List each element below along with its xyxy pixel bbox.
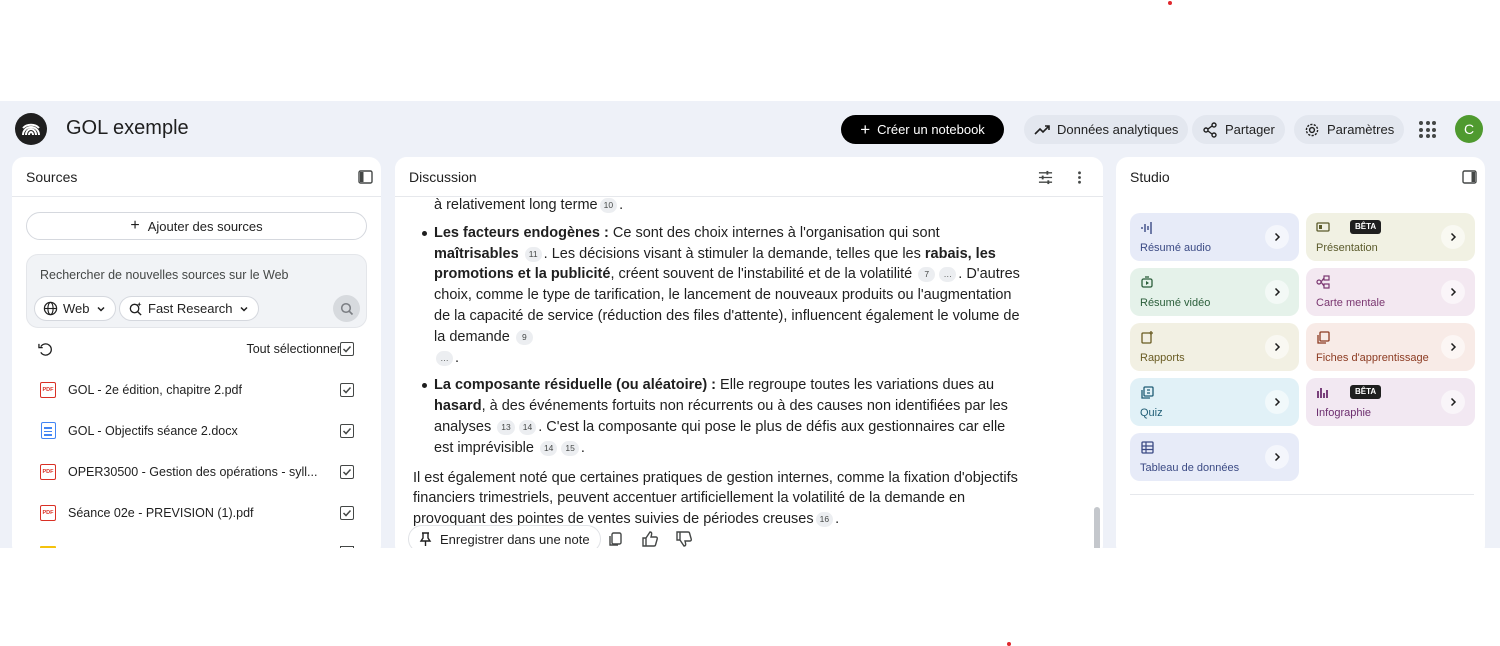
web-chip-label: Web xyxy=(63,301,90,316)
research-chip-label: Fast Research xyxy=(148,301,233,316)
studio-card-rapports[interactable] xyxy=(1130,323,1299,371)
studio-card-présentation[interactable] xyxy=(1306,213,1475,261)
studio-card-label: Résumé audio xyxy=(1140,242,1211,254)
sparkle-search-icon xyxy=(128,301,143,316)
bullet-residual: La composante résiduelle (ou aléatoire) : Elle regroupe toutes les variations dues au hasard, à des événements fortuits non récurrents ou à des causes non identifiées par les analyses 13 14 . C'est la composante qui pose le plus de défis aux gestionnaires car elle est imprévisible 14 15 . xyxy=(413,375,1025,458)
notebook-app xyxy=(0,101,1500,548)
studio-card-label: Fiches d'apprentissage xyxy=(1316,352,1429,364)
chevron-right-icon[interactable] xyxy=(1265,335,1289,359)
table-icon xyxy=(1140,440,1154,454)
settings-label: Paramètres xyxy=(1327,122,1395,137)
video-icon xyxy=(1140,275,1154,289)
audio-waveform-icon xyxy=(1140,220,1154,234)
share-icon xyxy=(1202,122,1218,138)
source-checkbox[interactable] xyxy=(340,383,354,397)
quiz-icon xyxy=(1140,385,1154,399)
citation-chip[interactable]: 13 xyxy=(497,420,514,435)
chevron-down-icon xyxy=(238,303,250,315)
red-dot-marker xyxy=(1007,642,1011,646)
source-item[interactable] xyxy=(26,379,367,401)
refresh-icon[interactable] xyxy=(38,342,53,357)
add-sources-button[interactable] xyxy=(26,212,367,240)
source-item-label: GOL - Objectifs séance 2.docx xyxy=(68,424,238,438)
sources-title: Sources xyxy=(26,169,78,185)
partial-checkbox xyxy=(340,546,354,548)
trending-up-icon xyxy=(1034,122,1050,138)
studio-card-carte-mentale[interactable] xyxy=(1306,268,1475,316)
studio-panel xyxy=(1116,157,1485,548)
studio-card-label: Quiz xyxy=(1140,407,1163,419)
studio-card-label: Présentation xyxy=(1316,242,1378,254)
add-sources-label: Ajouter des sources xyxy=(147,218,263,234)
studio-title: Studio xyxy=(1130,169,1170,185)
citation-more-chip[interactable]: … xyxy=(939,267,956,282)
sources-header xyxy=(12,157,381,197)
citation-chip[interactable]: 16 xyxy=(816,512,833,527)
chevron-right-icon[interactable] xyxy=(1441,335,1465,359)
bullet-endogenous: Les facteurs endogènes : Ce sont des choix internes à l'organisation qui sont maîtrisables 11 . Les décisions visant à stimuler la demande, telles que les rabais, les promotions et la publicité, créent souvent de l'instabilité et de la volatilité 7 … . D'autres choix, comme le type de tarification, le lancement de nouveaux produits ou l'augmentation de la capacité de service (réduction des files d'attente), influencent également le volume de la demande 9 … . xyxy=(413,223,1025,369)
discussion-header xyxy=(395,157,1103,197)
chevron-right-icon[interactable] xyxy=(1441,390,1465,414)
source-item[interactable] xyxy=(26,502,367,524)
create-notebook-label: Créer un notebook xyxy=(877,122,985,137)
chevron-right-icon[interactable] xyxy=(1441,280,1465,304)
citation-chip[interactable]: 15 xyxy=(561,441,578,456)
beta-badge: BÊTA xyxy=(1350,220,1381,234)
chevron-right-icon[interactable] xyxy=(1441,225,1465,249)
flashcards-icon xyxy=(1316,330,1330,344)
source-item-label: GOL - 2e édition, chapitre 2.pdf xyxy=(68,383,242,397)
studio-card-tableau-de-données[interactable] xyxy=(1130,433,1299,481)
source-item[interactable] xyxy=(26,420,367,442)
avatar[interactable]: C xyxy=(1455,115,1483,143)
thumbs-up-icon[interactable] xyxy=(641,530,659,548)
studio-card-infographie[interactable] xyxy=(1306,378,1475,426)
citation-chip[interactable]: 7 xyxy=(918,267,935,282)
plus-icon: + xyxy=(860,120,871,139)
studio-card-label: Résumé vidéo xyxy=(1140,297,1211,309)
source-item-label: OPER30500 - Gestion des opérations - syll... xyxy=(68,465,318,479)
source-item-label: Séance 02e - PREVISION (1).pdf xyxy=(68,506,254,520)
citation-chip[interactable]: 10 xyxy=(600,198,617,213)
save-to-note-label: Enregistrer dans une note xyxy=(440,531,590,547)
source-item[interactable] xyxy=(26,461,367,483)
pdf-file-icon: PDF xyxy=(40,464,56,480)
research-mode-dropdown[interactable] xyxy=(119,296,259,321)
globe-icon xyxy=(43,301,58,316)
beta-badge: BÊTA xyxy=(1350,385,1381,399)
share-button[interactable] xyxy=(1192,115,1285,144)
studio-divider xyxy=(1130,494,1474,495)
mindmap-icon xyxy=(1316,275,1330,289)
citation-chip[interactable]: 14 xyxy=(519,420,536,435)
chevron-right-icon[interactable] xyxy=(1265,390,1289,414)
infographic-icon xyxy=(1316,385,1330,399)
tune-icon[interactable] xyxy=(1038,170,1053,185)
studio-card-quiz[interactable] xyxy=(1130,378,1299,426)
select-all-label[interactable]: Tout sélectionner xyxy=(246,342,341,356)
pdf-file-icon: PDF xyxy=(40,382,56,398)
slides-icon xyxy=(1316,220,1330,234)
response-line: à relativement long terme 10 . xyxy=(434,197,624,213)
thumbs-down-icon[interactable] xyxy=(675,530,693,548)
pdf-file-icon: PDF xyxy=(40,505,56,521)
citation-more-chip[interactable]: … xyxy=(436,351,453,366)
citation-chip[interactable]: 9 xyxy=(516,330,533,345)
web-source-dropdown[interactable] xyxy=(34,296,116,321)
search-submit-button[interactable] xyxy=(333,295,360,322)
web-search-box xyxy=(26,254,367,328)
report-icon xyxy=(1140,330,1154,344)
studio-card-label: Carte mentale xyxy=(1316,297,1386,309)
collapse-panel-icon[interactable] xyxy=(358,170,373,184)
pin-icon xyxy=(419,532,432,546)
sources-panel xyxy=(12,157,381,548)
scrollbar-thumb[interactable] xyxy=(1094,507,1100,548)
red-dot-marker xyxy=(1168,1,1172,5)
studio-card-label: Tableau de données xyxy=(1140,462,1240,474)
response-paragraph: Il est également noté que certaines pratiques de gestion internes, comme la fixation d'objectifs financiers trimestriels, peuvent accentuer artificiellement la volatilité de la demande en provoquant des pointes de ventes suivies de périodes creuses 16 . xyxy=(413,469,1018,528)
plus-icon: + xyxy=(130,217,140,234)
share-label: Partager xyxy=(1225,122,1275,137)
analytics-button[interactable] xyxy=(1024,115,1188,144)
chevron-down-icon xyxy=(95,303,107,315)
notebook-title[interactable]: GOL exemple xyxy=(66,117,189,139)
discussion-panel xyxy=(395,157,1103,548)
source-checkbox[interactable] xyxy=(340,424,354,438)
settings-button[interactable] xyxy=(1294,115,1404,144)
save-to-note-button[interactable] xyxy=(408,525,601,548)
apps-grid-icon[interactable] xyxy=(1419,121,1436,138)
more-vert-icon[interactable] xyxy=(1072,170,1087,185)
citation-chip[interactable]: 11 xyxy=(525,247,542,262)
gear-icon xyxy=(1304,122,1320,138)
source-checkbox[interactable] xyxy=(340,506,354,520)
select-all-row xyxy=(26,340,367,360)
studio-card-résumé-audio[interactable] xyxy=(1130,213,1299,261)
studio-card-résumé-vidéo[interactable] xyxy=(1130,268,1299,316)
analytics-label: Données analytiques xyxy=(1057,122,1179,137)
select-all-checkbox[interactable] xyxy=(340,342,354,356)
document-file-icon xyxy=(41,422,56,439)
chevron-right-icon[interactable] xyxy=(1265,280,1289,304)
studio-header xyxy=(1116,157,1485,197)
citation-chip[interactable]: 14 xyxy=(540,441,557,456)
partial-source-icon xyxy=(40,546,56,548)
studio-card-fiches-d-apprentissage[interactable] xyxy=(1306,323,1475,371)
web-search-input[interactable]: Rechercher de nouvelles sources sur le Web xyxy=(40,268,289,282)
chevron-right-icon[interactable] xyxy=(1265,225,1289,249)
create-notebook-button[interactable] xyxy=(841,115,1004,144)
app-logo-icon[interactable] xyxy=(15,113,47,145)
top-bar xyxy=(0,101,1500,157)
search-icon xyxy=(340,302,354,316)
chat-response xyxy=(413,195,1025,530)
studio-card-label: Infographie xyxy=(1316,407,1372,419)
collapse-panel-icon[interactable] xyxy=(1462,170,1477,184)
studio-card-label: Rapports xyxy=(1140,352,1185,364)
discussion-title: Discussion xyxy=(409,169,477,185)
chevron-right-icon[interactable] xyxy=(1265,445,1289,469)
source-checkbox[interactable] xyxy=(340,465,354,479)
copy-icon[interactable] xyxy=(607,530,625,548)
